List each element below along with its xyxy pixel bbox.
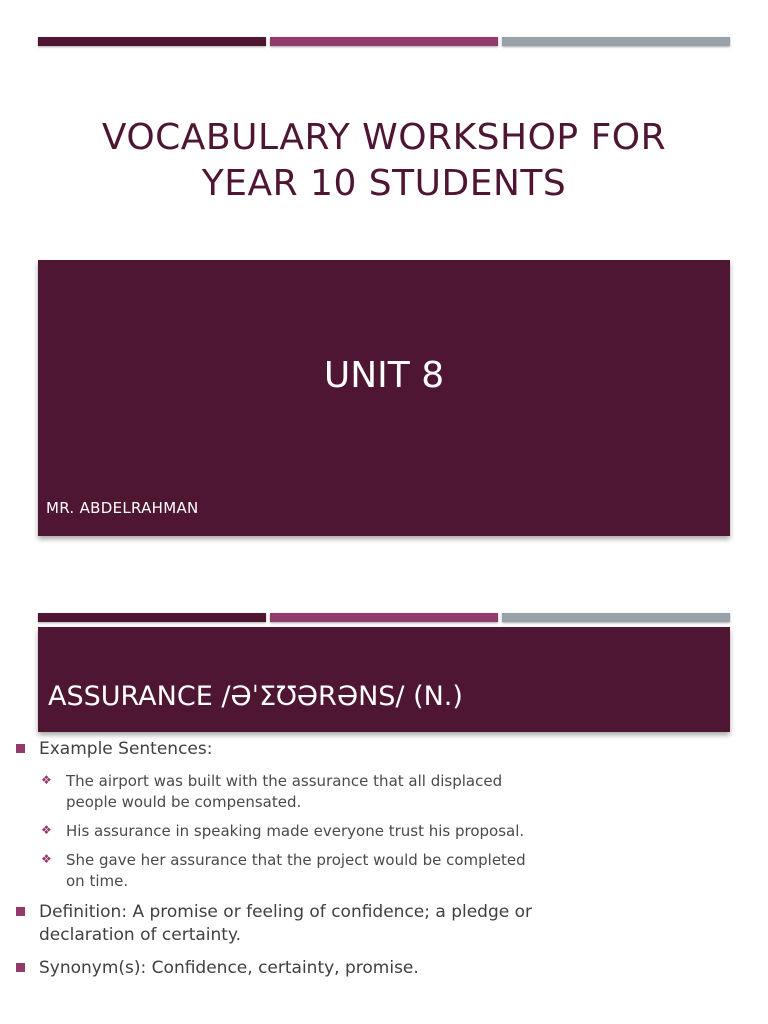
word-heading: ASSURANCE /ƏˈƩƱƏRƏNS/ (N.) [48, 681, 463, 712]
example-item [14, 821, 534, 842]
word-header [38, 627, 730, 732]
unit-title: UNIT 8 [323, 355, 445, 396]
accent-bar-magenta [270, 613, 498, 622]
example-item [14, 771, 534, 813]
diamond-bullet-icon: ❖ [41, 823, 52, 837]
diamond-bullet-icon: ❖ [41, 852, 52, 866]
definition-text: Definition: A promise or feeling of confidence; a pledge or declaration of certainty. [39, 902, 533, 945]
example-text: The airport was built with the assurance that all displaced people would be compensated. [66, 772, 503, 811]
presentation-title [38, 115, 730, 207]
accent-bar-dark [38, 613, 266, 622]
accent-bar-magenta [270, 37, 498, 46]
author-name: MR. ABDELRAHMAN [46, 499, 199, 517]
example-text: His assurance in speaking made everyone trust his proposal. [66, 822, 525, 840]
example-item [14, 850, 534, 892]
top-accent-bars [38, 37, 730, 46]
slide-content [14, 738, 534, 980]
accent-bar-gray [502, 37, 730, 46]
example-label: Example Sentences: [39, 739, 213, 759]
diamond-bullet-icon: ❖ [41, 773, 52, 787]
square-bullet-icon [16, 963, 25, 972]
unit-banner [38, 260, 730, 536]
slide2-accent-bars [38, 613, 730, 622]
synonyms-item [14, 957, 534, 980]
square-bullet-icon [16, 744, 25, 753]
accent-bar-dark [38, 37, 266, 46]
accent-bar-gray [502, 613, 730, 622]
title-line-1: VOCABULARY WORKSHOP FOR [101, 117, 667, 158]
square-bullet-icon [16, 907, 25, 916]
synonyms-text: Synonym(s): Confidence, certainty, promise. [39, 958, 419, 978]
title-line-2: YEAR 10 STUDENTS [201, 163, 567, 204]
definition-item [14, 901, 534, 947]
example-text: She gave her assurance that the project would be completed on time. [66, 851, 526, 890]
example-sentences-item [14, 738, 534, 761]
